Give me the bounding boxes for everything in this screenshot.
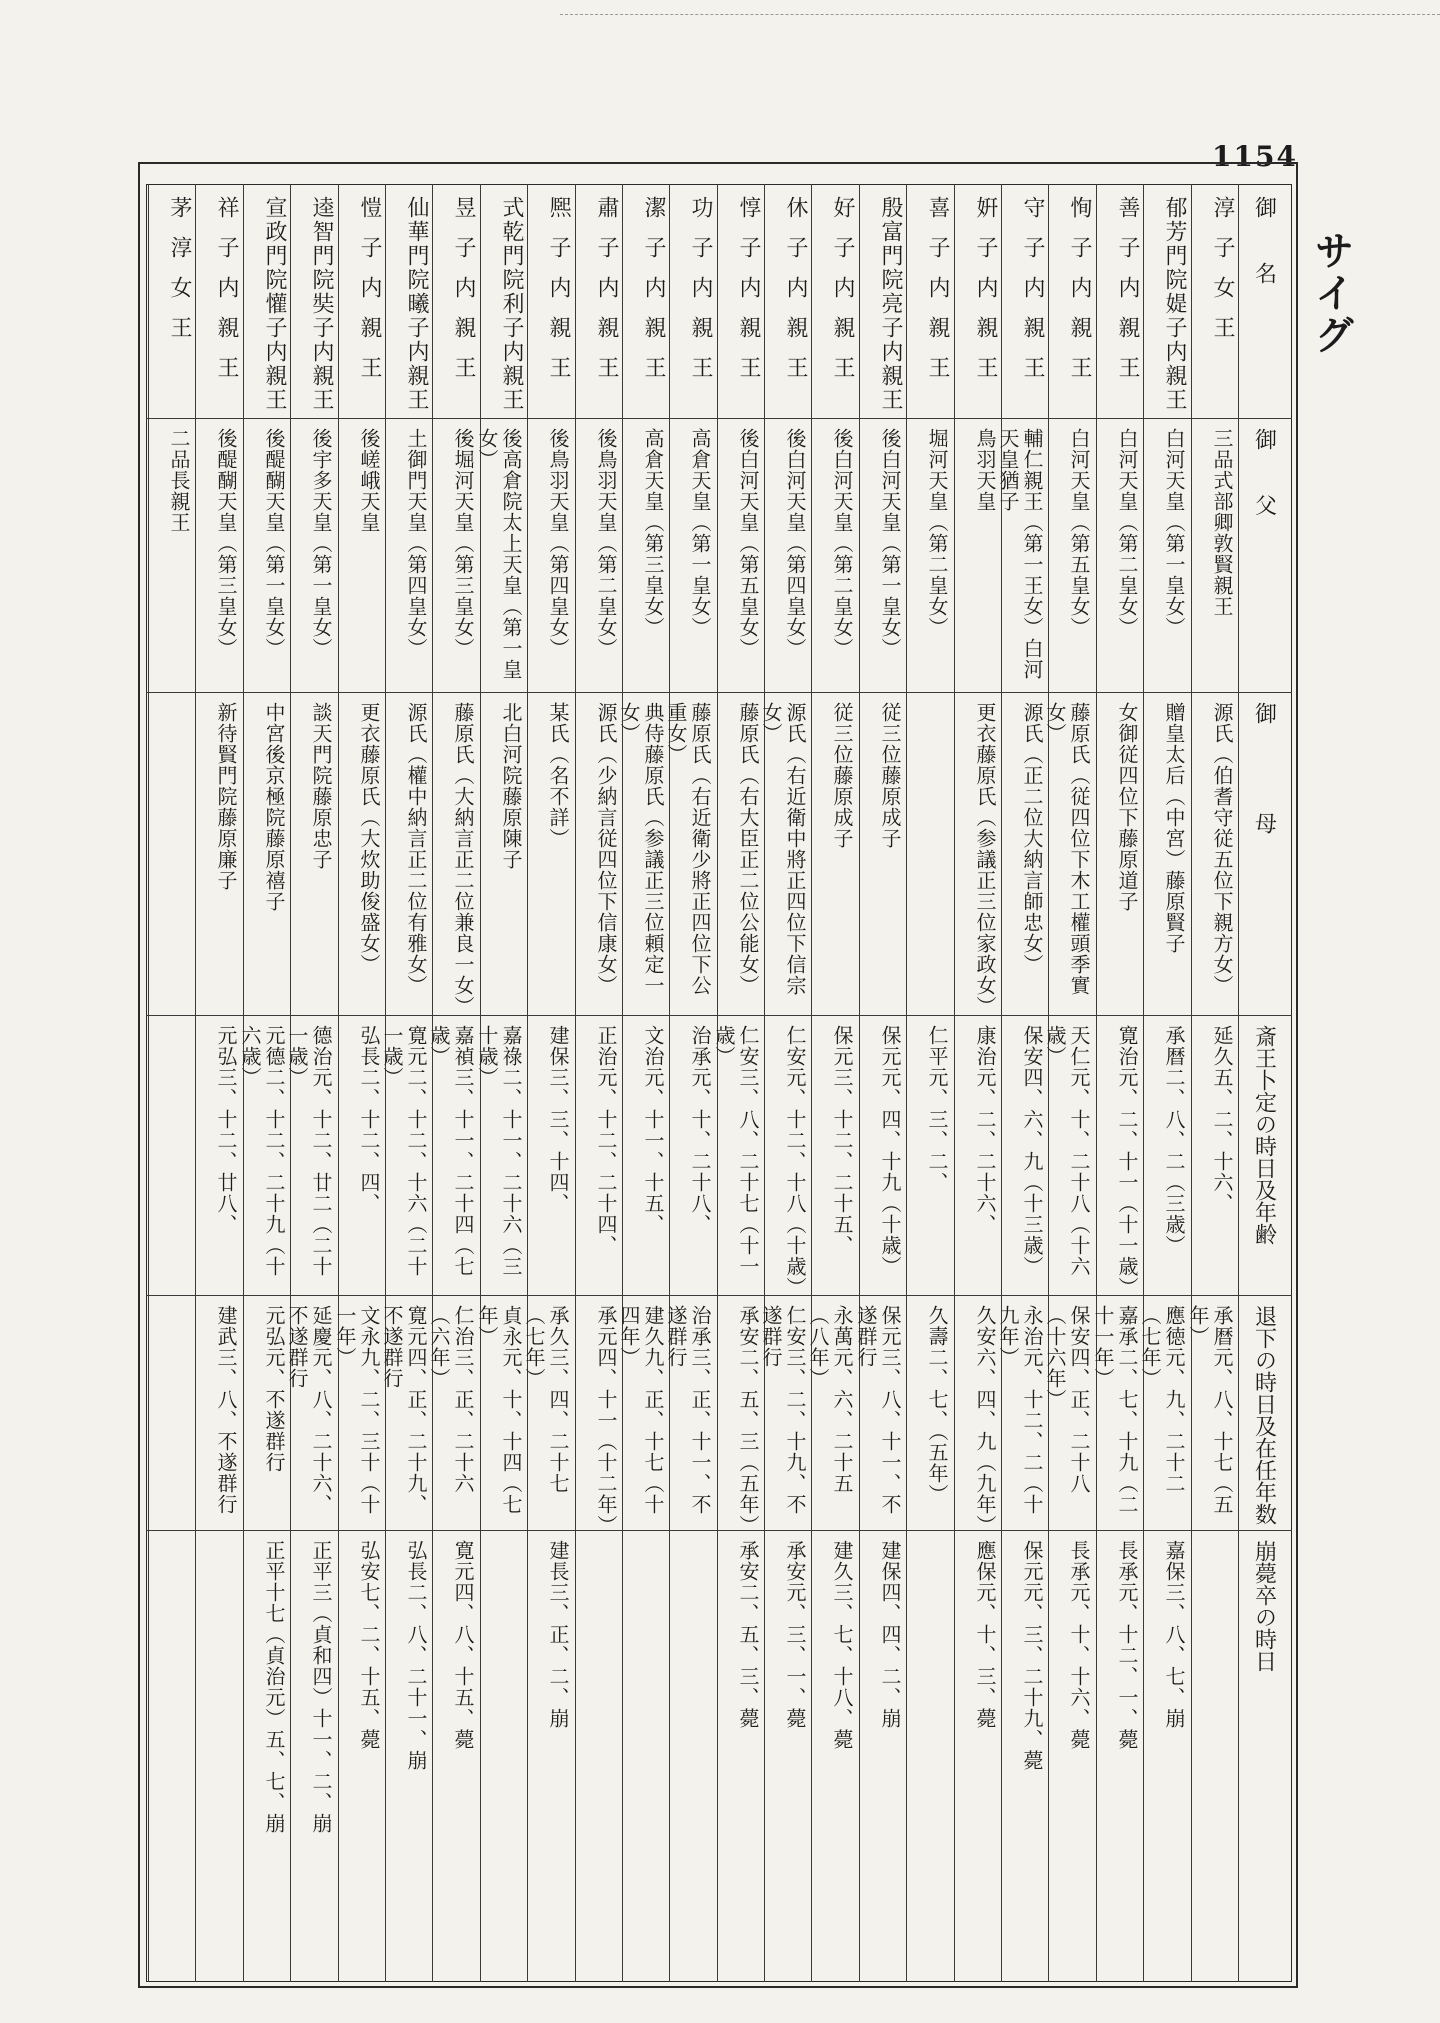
cell-retired: 保元三、八、十一、不遂群行	[854, 1305, 902, 1515]
cell-appointed: 建保三、三、十四、	[546, 1025, 570, 1214]
cell-mother: 藤原氏（従四位下木工權頭季實女）	[1043, 702, 1091, 996]
cell-mother	[910, 702, 949, 1013]
cell-death: 正平三（貞和四）十一、二、崩	[309, 1540, 333, 1834]
cell-death: 建保四、四、二、崩	[878, 1540, 902, 1729]
cell-appointed: 元德二、十二、二十九（十六歳）	[238, 1025, 286, 1277]
cell-appointed: 嘉禎三、十一、二十四（七歳）	[427, 1025, 475, 1277]
cell-father: 後白河天皇（第二皇女）	[830, 428, 854, 659]
cell-father: 後堀河天皇（第三皇女）	[451, 428, 475, 659]
cell-name: 姸子内親王	[973, 196, 998, 396]
cell-retired: 建久九、正、十七（十四年）	[617, 1305, 665, 1515]
cell-father: 後高倉院太上天皇（第一皇女）	[475, 428, 523, 680]
cell-name: 逵智門院奘子内親王	[309, 196, 334, 412]
cell-mother: 更衣藤原氏（大炊助俊盛女）	[357, 702, 381, 975]
cell-death: 弘長二、八、二十一、崩	[404, 1540, 428, 1771]
cell-father: 土御門天皇（第四皇女）	[404, 428, 428, 659]
cell-mother: 源氏（伯耆守従五位下親方女）	[1210, 702, 1234, 996]
cell-name: 式乾門院利子内親王	[499, 196, 524, 412]
cell-appointed: 延久五、二、十六、	[1210, 1025, 1234, 1214]
cell-name: 祥子内親王	[214, 196, 239, 396]
column-divider	[1191, 184, 1192, 1982]
cell-name: 恂子内親王	[1067, 196, 1092, 396]
header-mother: 御 母	[1251, 702, 1277, 834]
cell-appointed: 文治元、十一、十五、	[641, 1025, 665, 1235]
cell-name: 肅子内親王	[594, 196, 619, 396]
cell-appointed: 寛元二、十二、十六（二十一歳）	[380, 1025, 428, 1277]
cell-retired: 承安二、五、三（五年）	[736, 1305, 760, 1536]
cell-death: 保元元、三、二十九、薨	[1020, 1540, 1044, 1771]
cell-retired: 嘉承二、七、十九（二十一年）	[1091, 1305, 1139, 1515]
cell-name: 昱子内親王	[451, 196, 476, 396]
cell-mother: 従三位藤原成子	[878, 702, 902, 849]
cell-appointed: 德治元、十二、廿二（二十一歳）	[285, 1025, 333, 1277]
cell-father: 堀河天皇（第二皇女）	[925, 428, 949, 638]
cell-name: 好子内親王	[830, 196, 855, 396]
cell-name: 潔子内親王	[641, 196, 666, 396]
header-column-divider	[1238, 184, 1239, 1982]
cell-mother: 新待賢門院藤原廉子	[214, 702, 238, 891]
cell-name: 宣政門院懽子内親王	[262, 196, 287, 412]
cell-mother: 談天門院藤原忠子	[309, 702, 333, 870]
cell-retired: 久安六、四、九（九年）	[973, 1305, 997, 1536]
header-retired: 退下の時日及在任年数	[1251, 1305, 1277, 1525]
cell-father: 後白河天皇（第四皇女）	[783, 428, 807, 659]
header-death: 崩薨卒の時日	[1251, 1540, 1277, 1672]
column-divider	[954, 184, 955, 1982]
cell-death: 承安元、三、一、薨	[783, 1540, 807, 1729]
cell-father: 鳥羽天皇	[973, 428, 997, 512]
cell-father: 後醍醐天皇（第一皇女）	[262, 428, 286, 659]
cell-retired: 承暦元、八、十七（五年）	[1186, 1305, 1234, 1515]
cell-retired: 文永九、二、三十（十一年）	[333, 1305, 381, 1515]
cell-father: 高倉天皇（第一皇女）	[688, 428, 712, 638]
cell-death: 弘安七、二、十五、薨	[357, 1540, 381, 1750]
column-divider	[811, 184, 812, 1982]
column-divider	[859, 184, 860, 1982]
cell-appointed: 仁平元、三、二、	[925, 1025, 949, 1193]
cell-appointed: 保元三、十二、二十五、	[830, 1025, 854, 1256]
cell-retired: 治承三、正、十一、不遂群行	[664, 1305, 712, 1515]
column-divider	[764, 184, 765, 1982]
cell-mother: 源氏（少納言従四位下信康女）	[594, 702, 618, 996]
column-divider	[195, 184, 196, 1982]
cell-mother: 源氏（右近衛中將正四位下信宗女）	[759, 702, 807, 996]
cell-name: 守子内親王	[1020, 196, 1045, 396]
column-divider	[148, 184, 149, 1982]
cell-death: 長承元、十二、一、薨	[1115, 1540, 1139, 1750]
cell-retired: 元弘元、不遂群行	[262, 1305, 286, 1473]
cell-appointed: 正治元、十二、二十四、	[594, 1025, 618, 1256]
header-name: 御 名	[1251, 196, 1277, 284]
cell-name: 淳子女王	[1210, 196, 1235, 356]
cell-death: 承安二、五、三、薨	[736, 1540, 760, 1729]
cell-appointed: 元弘三、十二、廿八、	[214, 1025, 238, 1235]
cell-appointed: 保安四、六、九（十三歳）	[1020, 1025, 1044, 1277]
cell-father: 白河天皇（第五皇女）	[1067, 428, 1091, 638]
cell-name: 惇子内親王	[736, 196, 761, 396]
cell-retired: 仁安三、二、十九、不遂群行	[759, 1305, 807, 1515]
cell-mother: 更衣藤原氏（参議正三位家政女）	[973, 702, 997, 1017]
cell-mother: 某氏（名不詳）	[546, 702, 570, 849]
row-divider-death	[146, 1530, 1292, 1531]
row-divider-mother	[146, 692, 1292, 693]
column-divider	[669, 184, 670, 1982]
cell-father: 後宇多天皇（第一皇女）	[309, 428, 333, 659]
cell-retired: 建武三、八、不遂群行	[214, 1305, 238, 1515]
cell-appointed: 弘長二、十二、四、	[357, 1025, 381, 1214]
cell-death: 寛元四、八、十五、薨	[451, 1540, 475, 1750]
cell-name: 功子内親王	[688, 196, 713, 396]
row-divider-appointed	[146, 1015, 1292, 1016]
cell-father: 後鳥羽天皇（第二皇女）	[594, 428, 618, 659]
cell-appointed: 天仁元、十、二十八（十六歳）	[1043, 1025, 1091, 1277]
column-divider	[622, 184, 623, 1982]
cell-name: 愷子内親王	[357, 196, 382, 396]
cell-retired: 承久三、四、二十七（七年）	[522, 1305, 570, 1494]
cell-death: 建長三、正、二、崩	[546, 1540, 570, 1729]
cell-retired: 貞永元、十、十四（七年）	[475, 1305, 523, 1515]
cell-father: 後白河天皇（第一皇女）	[878, 428, 902, 659]
cell-retired: 仁治三、正、二十六（六年）	[427, 1305, 475, 1494]
column-divider	[717, 184, 718, 1982]
cell-death	[484, 1540, 523, 1975]
cell-mother: 藤原氏（右大臣正二位公能女）	[736, 702, 760, 996]
cell-name: 茅淳女王	[167, 196, 192, 356]
cell-death: 應保元、十、三、薨	[973, 1540, 997, 1729]
cell-mother: 藤原氏（大納言正二位兼良一女）	[451, 702, 475, 1017]
cell-appointed: 治承元、十、二十八、	[688, 1025, 712, 1235]
cell-death	[1195, 1540, 1234, 1975]
cell-father: 白河天皇（第二皇女）	[1115, 428, 1139, 638]
cell-appointed: 寛治元、二、十一（十一歳）	[1115, 1025, 1139, 1298]
running-head: サイグ	[1308, 230, 1354, 356]
cell-death: 建久三、七、十八、薨	[830, 1540, 854, 1750]
cell-death	[199, 1540, 238, 1975]
cell-retired: 應徳元、九、二十二（七年）	[1138, 1305, 1186, 1494]
column-divider	[1143, 184, 1144, 1982]
cell-name: 郁芳門院媞子内親王	[1162, 196, 1187, 412]
cell-father: 二品長親王	[167, 428, 191, 533]
cell-mother: 藤原氏（右近衛少將正四位下公重女）	[664, 702, 712, 996]
cell-retired: 久壽二、七、（五年）	[925, 1305, 949, 1505]
header-appointed: 斎王卜定の時日及年齢	[1251, 1025, 1277, 1245]
cell-name: 仙華門院曦子内親王	[404, 196, 429, 412]
cell-appointed	[152, 1025, 191, 1293]
cell-retired: 延慶元、八、二十六、不遂群行	[285, 1305, 333, 1515]
cell-retired: 承元四、十一（十二年）	[594, 1305, 618, 1536]
cell-mother: 典侍藤原氏（参議正三位頼定一女）	[617, 702, 665, 996]
cell-death	[910, 1540, 949, 1975]
cell-death	[626, 1540, 665, 1975]
cell-mother: 源氏（權中納言正二位有雅女）	[404, 702, 428, 996]
cell-mother: 女御従四位下藤原道子	[1115, 702, 1139, 912]
cell-father: 輔仁親王（第一王女）白河天皇猶子	[996, 428, 1044, 680]
cell-death: 長承元、十、十六、薨	[1067, 1540, 1091, 1750]
column-divider	[906, 184, 907, 1982]
cell-retired	[152, 1305, 191, 1528]
cell-father: 後醍醐天皇（第三皇女）	[214, 428, 238, 659]
cell-appointed: 康治元、二、二十六、	[973, 1025, 997, 1235]
cell-name: 熈子内親王	[546, 196, 571, 396]
cell-retired: 永治元、十二、二（十九年）	[996, 1305, 1044, 1515]
cell-death	[152, 1540, 191, 1975]
cell-mother	[152, 702, 191, 1013]
cell-mother: 贈皇太后（中宮）藤原賢子	[1162, 702, 1186, 954]
cell-name: 殷富門院亮子内親王	[878, 196, 903, 412]
cell-retired: 保安四、正、二十八（十六年）	[1043, 1305, 1091, 1494]
cell-father: 後鳥羽天皇（第四皇女）	[546, 428, 570, 659]
cell-father: 高倉天皇（第三皇女）	[641, 428, 665, 638]
column-divider	[575, 184, 576, 1982]
cell-death	[673, 1540, 712, 1975]
cell-father: 後白河天皇（第五皇女）	[736, 428, 760, 659]
column-divider	[527, 184, 528, 1982]
column-divider	[1096, 184, 1097, 1982]
cell-name: 喜子内親王	[925, 196, 950, 396]
cell-mother: 従三位藤原成子	[830, 702, 854, 849]
row-divider-father	[146, 418, 1292, 419]
top-border-rule	[560, 14, 1440, 15]
column-divider	[338, 184, 339, 1982]
cell-appointed: 嘉祿二、十一、二十六（三十歳）	[475, 1025, 523, 1277]
cell-retired: 寛元四、正、二十九、不遂群行	[380, 1305, 428, 1515]
cell-name: 休子内親王	[783, 196, 808, 396]
cell-death: 嘉保三、八、七、崩	[1162, 1540, 1186, 1729]
cell-father: 三品式部卿敦賢親王	[1210, 428, 1234, 617]
cell-appointed: 仁安三、八、二十七（十一歳）	[712, 1025, 760, 1277]
cell-mother: 中宮後京極院藤原禧子	[262, 702, 286, 912]
cell-appointed: 保元元、四、十九（十歳）	[878, 1025, 902, 1277]
cell-appointed: 承暦二、八、二（三歳）	[1162, 1025, 1186, 1256]
column-divider	[432, 184, 433, 1982]
cell-retired: 永萬元、六、二十五（八年）	[806, 1305, 854, 1494]
cell-death: 正平十七（貞治元）五、七、崩	[262, 1540, 286, 1834]
column-divider	[1048, 184, 1049, 1982]
cell-father: 後嵯峨天皇	[357, 428, 381, 533]
cell-name: 善子内親王	[1115, 196, 1140, 396]
cell-appointed: 仁安元、十二、十八（十歳）	[783, 1025, 807, 1298]
page-number: 1154	[1212, 140, 1298, 173]
cell-death	[579, 1540, 618, 1975]
cell-father: 白河天皇（第一皇女）	[1162, 428, 1186, 638]
cell-mother: 北白河院藤原陳子	[499, 702, 523, 870]
cell-mother: 源氏（正二位大納言師忠女）	[1020, 702, 1044, 975]
header-father: 御 父	[1251, 428, 1277, 516]
